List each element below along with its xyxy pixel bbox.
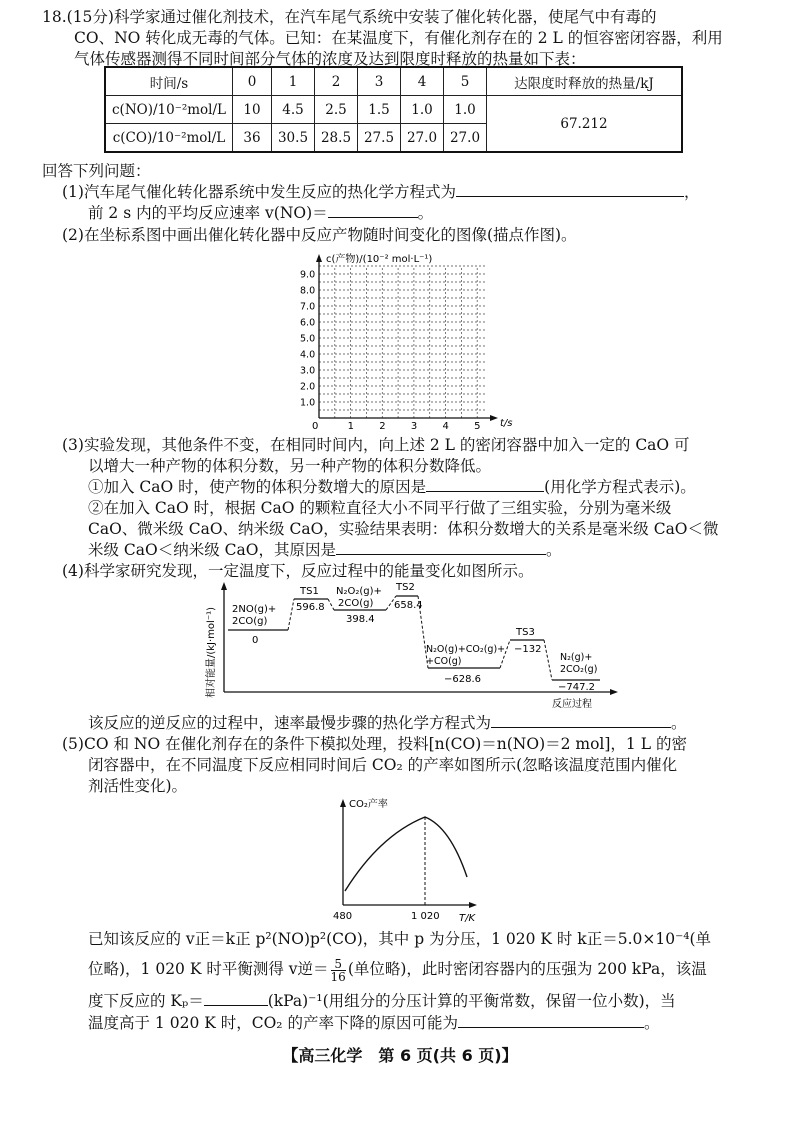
x-tick-label: 1 020 [411, 911, 440, 922]
part1-end: ， [683, 183, 700, 201]
y-tick-label: 4.0 [300, 349, 316, 361]
table-cell: 30.5 [272, 124, 315, 153]
table-row [105, 96, 682, 124]
table-header-cell: 2 [315, 67, 358, 96]
part2-text: (2)在坐标系图中画出催化转化器中反应产物随时间变化的图像(描点作图)。 [62, 226, 577, 244]
x-axis-arrow [490, 415, 498, 421]
fraction-denominator: 16 [330, 969, 346, 984]
part3-sub1-end: (用化学方程式表示)。 [544, 478, 696, 496]
y-tick-label: 9.0 [300, 269, 316, 281]
part3-sub1-text: ①加入 CaO 时，使产物的体积分数增大的原因是 [88, 478, 427, 496]
table-cell: 27.0 [444, 124, 487, 153]
x-tick-label: 2 [379, 421, 386, 432]
part5-reason-end: 。 [643, 1014, 660, 1032]
connector [544, 640, 552, 680]
fraction [331, 958, 346, 983]
x-axis-label: T/K [459, 913, 476, 924]
species-label: 2CO(g) [232, 616, 268, 627]
part3-line2: 以增大一种产物的体积分数，另一种产物的体积分数降低。 [88, 457, 492, 475]
table-cell: 27.0 [401, 124, 444, 153]
row-label: c(CO)/10⁻²mol/L [105, 124, 233, 153]
part5-line5 [88, 954, 707, 984]
fraction-numerator: 5 [331, 958, 346, 971]
answer-blank[interactable] [204, 990, 268, 1006]
concentration-table [104, 66, 683, 153]
co2-yield-curve [345, 817, 467, 891]
part3-line5: CaO、微米级 CaO、纳米级 CaO，实验结果表明：体积分数增大的关系是毫米级 CaO＜微 [88, 520, 719, 538]
part3-sub2-end: 。 [545, 541, 562, 559]
energy-profile-diagram [200, 580, 620, 710]
energy-value: −747.2 [558, 682, 596, 693]
answer-blank[interactable] [336, 539, 546, 555]
part5-rate-text: 位略)，1 020 K 时平衡测得 v逆＝ [88, 960, 329, 978]
energy-value: −132 [514, 644, 542, 655]
x-axis-arrow [610, 689, 618, 695]
x-tick-label: 480 [333, 911, 353, 922]
part4-answer-end: 。 [671, 714, 687, 732]
part1-line1 [62, 181, 699, 203]
ts-label: TS3 [516, 627, 535, 638]
y-tick-label: 7.0 [300, 301, 316, 313]
species-label: 2NO(g)+ [232, 604, 277, 615]
species-label: N₂O₂(g)+ [336, 586, 382, 597]
answer-blank[interactable] [328, 202, 418, 218]
part5-line4: 已知该反应的 v正＝k正 p²(NO)p²(CO)，其中 p 为分压，1 020 K 时 k正＝5.0×10⁻⁴(单 [88, 930, 712, 948]
x-tick-label: 1 [347, 421, 355, 432]
y-tick-label: 2.0 [300, 381, 316, 393]
co2-yield-chart [325, 795, 495, 925]
part4-answer-text: 该反应的逆反应的过程中，速率最慢步骤的热化学方程式为 [88, 714, 492, 732]
part3-sub2-text: 米级 CaO＜纳米级 CaO，其原因是 [88, 541, 336, 559]
tick-labels [300, 270, 481, 433]
part4-text: (4)科学家研究发现，一定温度下，反应过程中的能量变化如图所示。 [62, 562, 534, 580]
page-footer: 【高三化学 第 6 页(共 6 页)】 [282, 1046, 518, 1065]
part1-rate-end: 。 [417, 204, 434, 222]
species-label: 2CO(g) [338, 598, 374, 609]
heat-value-cell: 67.212 [487, 96, 683, 153]
table-header-cell: 5 [444, 67, 487, 96]
y-axis-label: 相对能量/(kJ·mol⁻¹) [206, 606, 217, 698]
part5-line6 [88, 990, 676, 1012]
answer-blank[interactable] [491, 712, 671, 728]
table-header-cell: 3 [358, 67, 401, 96]
x-axis-label: 反应过程 [552, 699, 592, 710]
x-tick-label: 5 [474, 421, 481, 432]
part1-rate-text: 前 2 s 内的平均反应速率 v(NO)＝ [88, 204, 328, 222]
part5-reason-text: 温度高于 1 020 K 时，CO₂ 的产率下降的原因可能为 [88, 1014, 458, 1032]
species-label: N₂(g)+ [560, 652, 593, 663]
part5-line7 [88, 1012, 659, 1034]
y-tick-label: 5.0 [300, 333, 316, 345]
y-axis-arrow [221, 582, 227, 590]
row-label: c(NO)/10⁻²mol/L [105, 96, 233, 124]
part5-line3: 剂活性变化)。 [88, 777, 188, 795]
x-tick-label: 4 [442, 421, 449, 432]
y-tick-label: 3.0 [300, 365, 316, 377]
energy-value: 398.4 [346, 614, 375, 625]
species-label: 2CO₂(g) [560, 664, 598, 675]
connector [288, 599, 294, 630]
answer-prompt: 回答下列问题： [42, 162, 151, 180]
part5-kp-text: 度下反应的 Kₚ＝ [88, 992, 204, 1010]
energy-value: −628.6 [444, 674, 482, 685]
answer-blank[interactable] [426, 476, 544, 492]
y-axis-label: CO₂产率 [349, 799, 388, 810]
answer-blank[interactable] [456, 181, 684, 197]
table-header-heat: 达限度时释放的热量/kJ [487, 67, 683, 96]
table-cell: 1.0 [444, 96, 487, 124]
part3-line6 [88, 539, 562, 561]
part5-rate-text-2: (单位略)，此时密闭容器内的压强为 200 kPa，该温 [347, 960, 707, 978]
energy-value: 0 [252, 635, 259, 646]
question-intro-line3: 气体传感器测得不同时间部分气体的浓度及达到限度时释放的热量如下表： [74, 50, 586, 68]
part5-line1: (5)CO 和 NO 在催化剂存在的条件下模拟处理，投料[n(CO)＝n(NO)＝2 mol]，1 L 的密 [62, 735, 687, 753]
x-axis-label: t/s [500, 418, 513, 429]
part3-line1: (3)实验发现，其他条件不变，在相同时间内，向上述 2 L 的密闭容器中加入一定的 CaO 可 [62, 436, 690, 454]
product-concentration-grid-chart[interactable] [290, 248, 520, 433]
table-header-cell: 1 [272, 67, 315, 96]
species-label: +CO(g) [426, 656, 462, 667]
table-cell: 10 [233, 96, 272, 124]
species-label: N₂O(g)+CO₂(g)+ [426, 644, 506, 655]
ts-label: TS1 [300, 586, 319, 597]
x-tick-label: 3 [410, 421, 418, 432]
connector [328, 599, 334, 610]
part1-line2 [88, 202, 433, 224]
y-axis-label: c(产物)/(10⁻² mol·L⁻¹) [326, 254, 433, 265]
part4-answer-line [88, 712, 687, 734]
question-intro-line2: CO、NO 转化成无毒的气体。已知：在某温度下，有催化剂存在的 2 L 的恒容密闭容器，利用 [74, 29, 723, 47]
y-axis-arrow [340, 799, 346, 807]
table-cell: 1.5 [358, 96, 401, 124]
table-header-time: 时间/s [105, 67, 233, 96]
table-header-cell: 0 [233, 67, 272, 96]
table-cell: 27.5 [358, 124, 401, 153]
origin-label: 0 [312, 421, 319, 432]
y-tick-label: 1.0 [300, 397, 316, 409]
ts-label: TS2 [396, 582, 415, 593]
energy-value: 658.4 [394, 600, 423, 611]
part3-line3 [88, 476, 696, 498]
part1-text: (1)汽车尾气催化转化器系统中发生反应的热化学方程式为 [62, 183, 456, 201]
y-tick-label: 8.0 [300, 285, 316, 297]
energy-value: 596.8 [296, 602, 325, 613]
part3-line4: ②在加入 CaO 时，根据 CaO 的颗粒直径大小不同平行做了三组实验，分别为毫米级 [88, 499, 672, 517]
part5-kp-text-2: (kPa)⁻¹(用组分的分压计算的平衡常数，保留一位小数)，当 [267, 992, 676, 1010]
grid-lines [319, 266, 487, 418]
table-header-row [105, 67, 682, 96]
x-axis-arrow [469, 902, 477, 908]
table-cell: 2.5 [315, 96, 358, 124]
part5-line2: 闭容器中，在不同温度下反应相同时间后 CO₂ 的产率如图所示(忽略该温度范围内催化 [88, 756, 678, 774]
table-cell: 36 [233, 124, 272, 153]
answer-blank[interactable] [458, 1012, 644, 1028]
table-header-cell: 4 [401, 67, 444, 96]
table-cell: 28.5 [315, 124, 358, 153]
table-cell: 1.0 [401, 96, 444, 124]
table-cell: 4.5 [272, 96, 315, 124]
question-intro-line1: 18.(15分)科学家通过催化剂技术，在汽车尾气系统中安装了催化转化器，使尾气中有毒的 [42, 8, 657, 26]
y-axis-arrow [316, 254, 322, 262]
y-tick-label: 6.0 [300, 317, 316, 329]
